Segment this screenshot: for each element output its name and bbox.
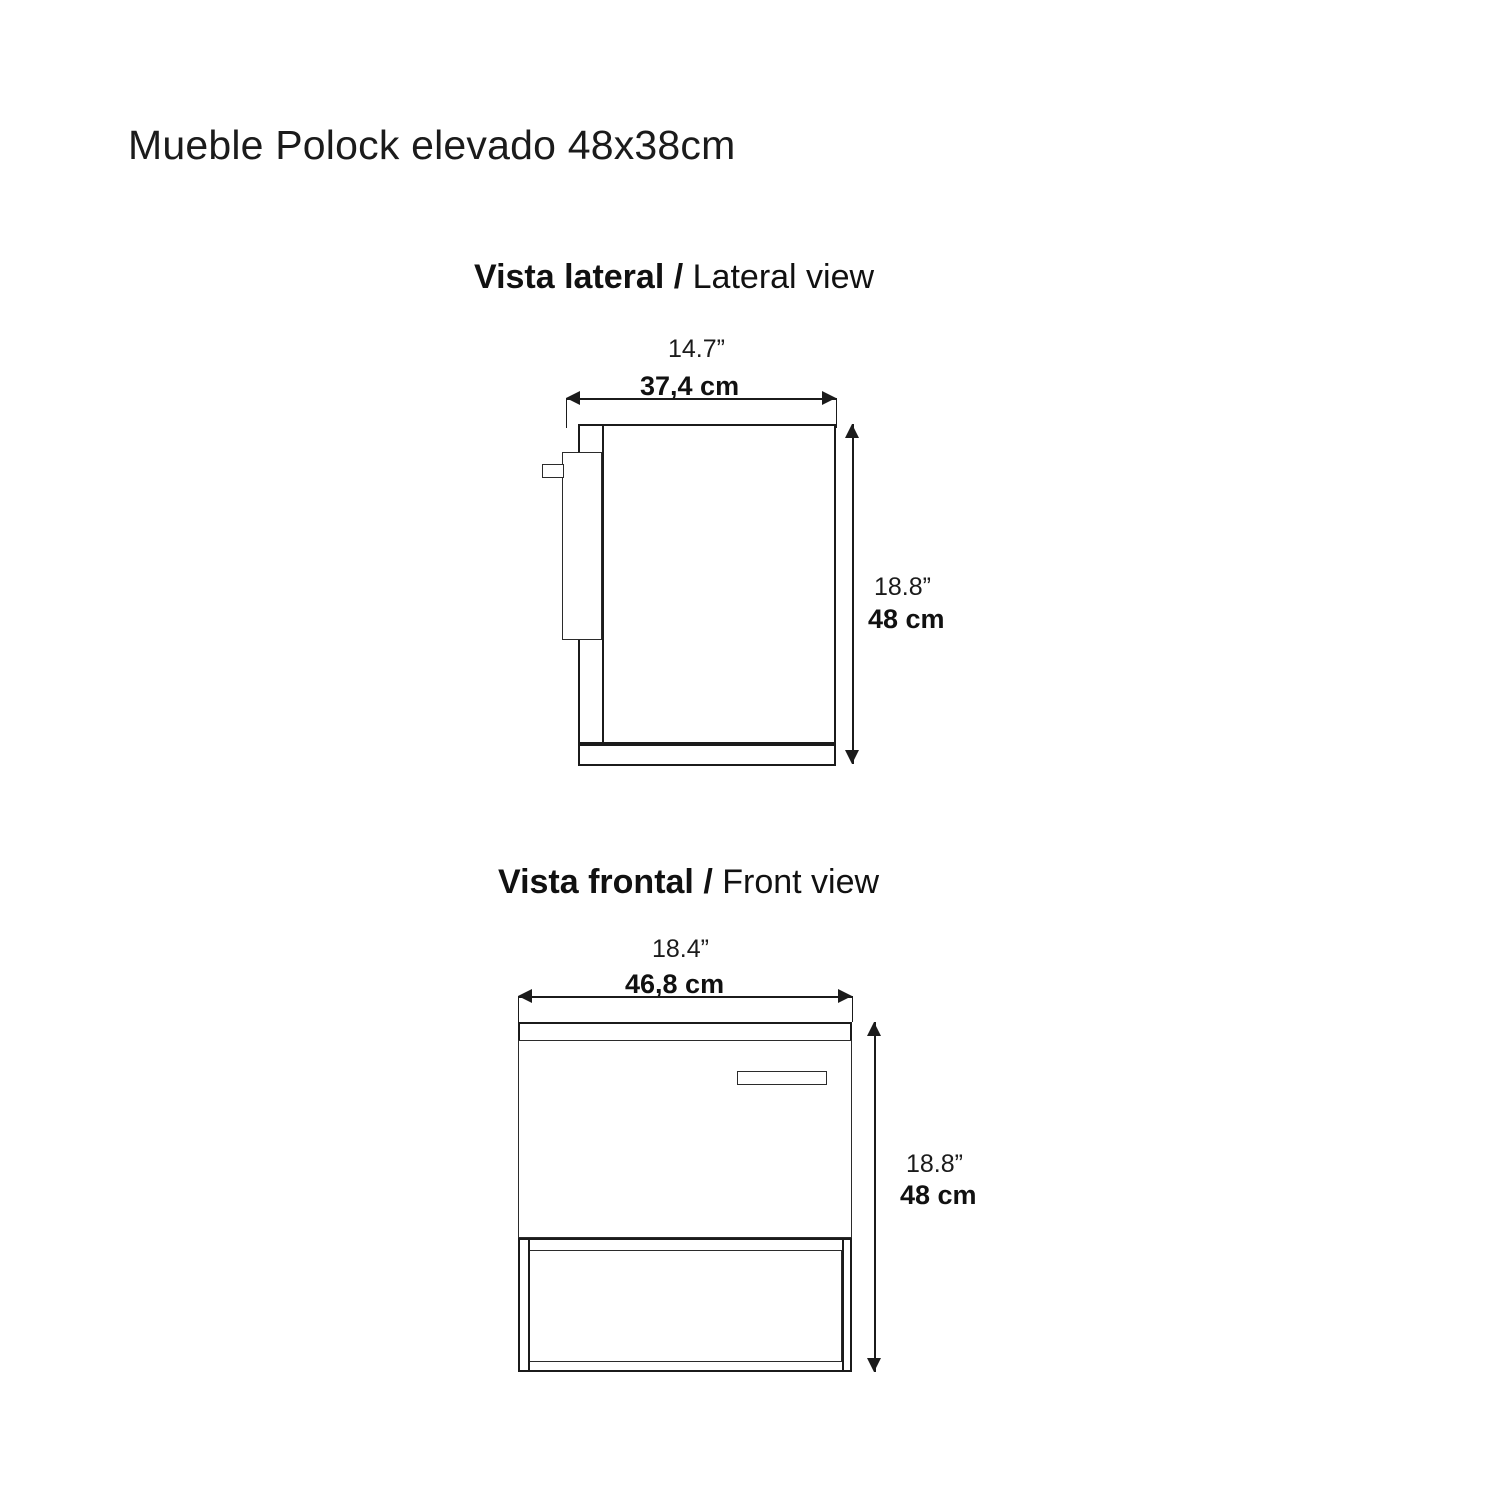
front-width-arrow-left: [518, 989, 532, 1003]
front-height-inches-label: 18.8”: [906, 1150, 963, 1178]
lateral-width-arrow-left: [566, 391, 580, 405]
lateral-width-extension-right: [836, 398, 837, 428]
section-heading-front-view: [498, 863, 879, 902]
front-width-arrow-right: [838, 989, 852, 1003]
front-open-shelf-opening: [528, 1250, 842, 1362]
heading-frontal-separator: /: [703, 863, 713, 901]
lateral-height-arrow-down: [845, 750, 859, 764]
front-width-extension-right: [852, 996, 853, 1022]
heading-lateral-en: Lateral view: [692, 258, 875, 296]
heading-frontal-es: Vista frontal: [498, 863, 694, 901]
lateral-width-extension-left: [566, 398, 567, 428]
lateral-height-dimension-line: [852, 424, 854, 764]
front-left-inner-seam: [528, 1238, 530, 1372]
front-shelf-divider: [518, 1238, 852, 1240]
front-width-dimension-line: [518, 996, 852, 998]
lateral-width-arrow-right: [822, 391, 836, 405]
front-height-arrow-down: [867, 1358, 881, 1372]
lateral-handle-profile: [542, 464, 564, 478]
heading-lateral-separator: /: [673, 258, 684, 296]
lateral-width-cm-label: 37,4 cm: [640, 371, 740, 401]
lateral-cabinet-body: [578, 424, 836, 744]
lateral-front-panel-seam: [602, 424, 604, 744]
front-height-arrow-up: [867, 1022, 881, 1036]
heading-lateral-es: Vista lateral: [474, 258, 665, 296]
front-width-extension-left: [518, 996, 519, 1022]
heading-frontal-en: Front view: [722, 863, 880, 901]
front-height-cm-label: 48 cm: [900, 1180, 977, 1210]
lateral-base-plinth: [578, 744, 836, 766]
front-drawer-panel: [518, 1040, 852, 1238]
lateral-width-dimension-line: [566, 398, 836, 400]
lateral-height-cm-label: 48 cm: [868, 604, 945, 634]
section-heading-lateral-view: [474, 258, 874, 297]
front-drawer-handle: [737, 1071, 827, 1085]
lateral-height-arrow-up: [845, 424, 859, 438]
page-title: Mueble Polock elevado 48x38cm: [128, 122, 736, 168]
front-width-cm-label: 46,8 cm: [625, 969, 725, 999]
front-width-inches-label: 18.4”: [652, 935, 709, 963]
front-right-inner-seam: [842, 1238, 844, 1372]
lateral-height-inches-label: 18.8”: [874, 573, 931, 601]
front-height-dimension-line: [874, 1022, 876, 1372]
lateral-width-inches-label: 14.7”: [668, 335, 725, 363]
lateral-drawer-front-profile: [562, 452, 602, 640]
